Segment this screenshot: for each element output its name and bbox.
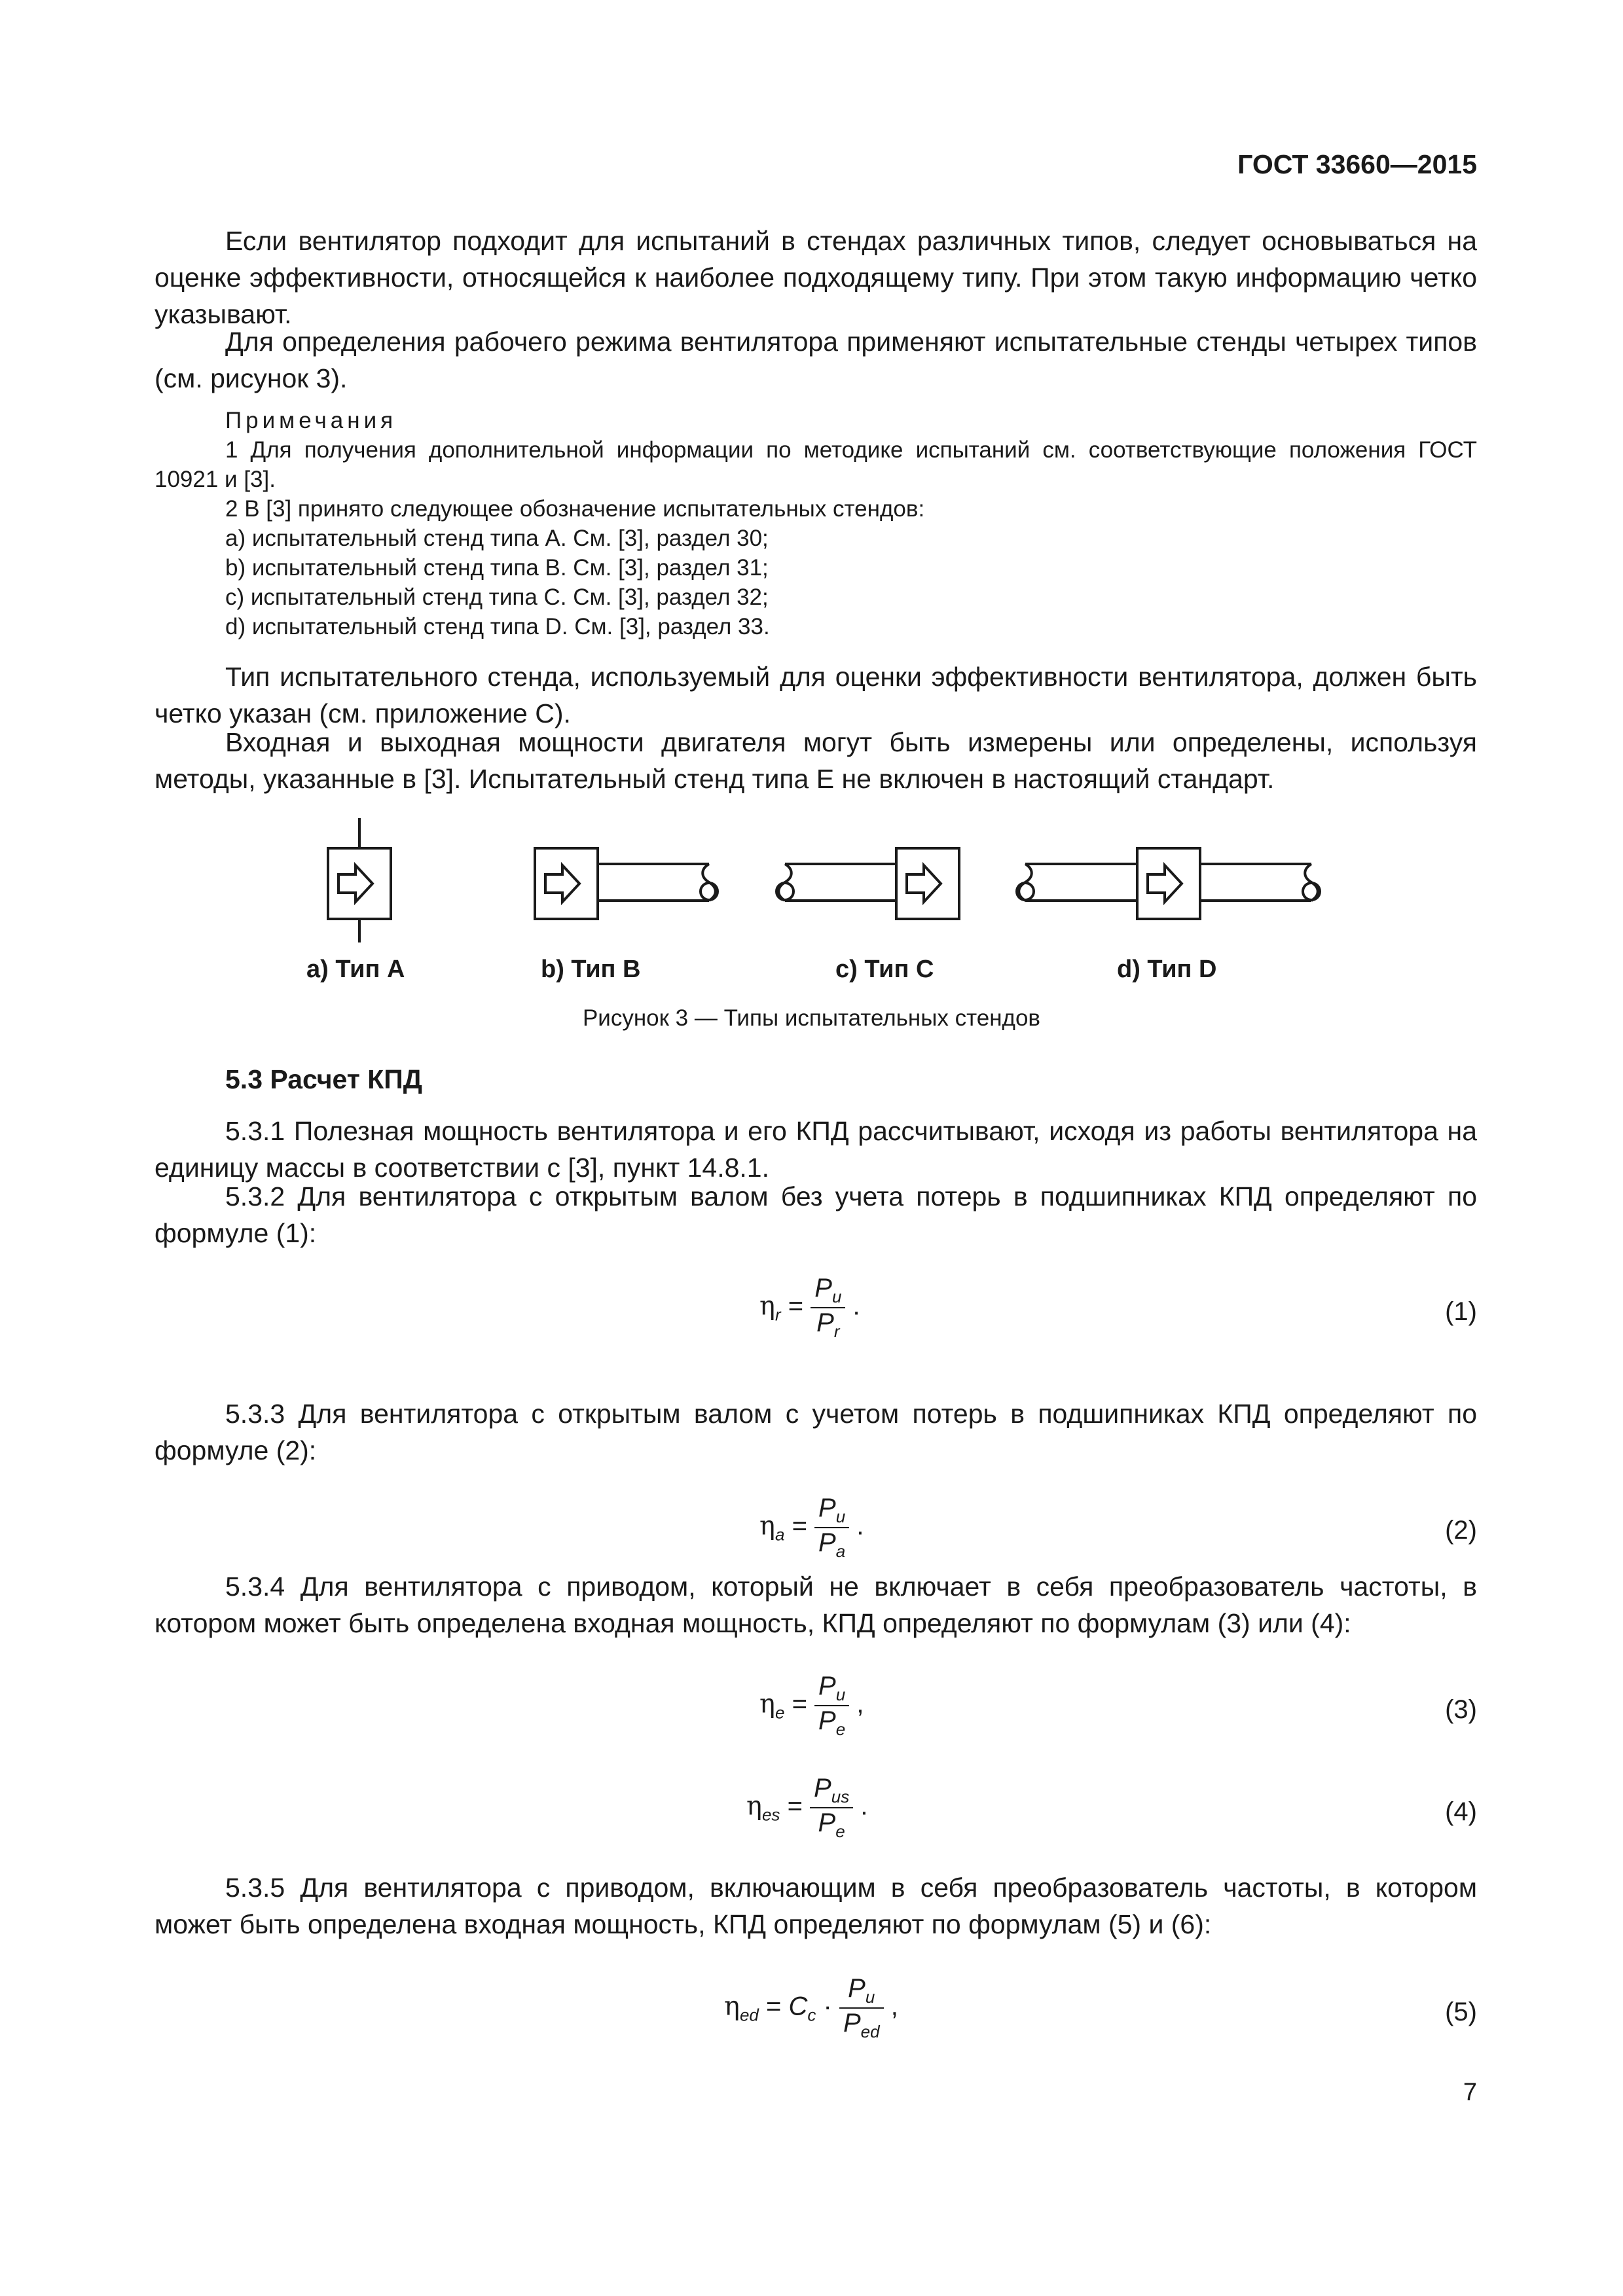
section-title: 5.3 Расчет КПД bbox=[225, 1064, 422, 1094]
note-item: b) испытательный стенд типа В. См. [3], раздел 31; bbox=[225, 555, 769, 581]
equation-5: $\eta_{ed} = C_c$ · $\frac{P_u}{P_{ed}}$ , bbox=[724, 1974, 898, 2041]
equation-number-4: (4) bbox=[1445, 1797, 1477, 1826]
notes-block bbox=[155, 406, 1477, 641]
paragraph-4: Входная и выходная мощности двигателя могут быть измерены или определены, используя методы, указанные в [3]. Испытательный стенд типа Е не включен в настоящий стандарт. bbox=[155, 727, 1477, 794]
page-number: 7 bbox=[1463, 2079, 1477, 2106]
document-header: ГОСТ 33660—2015 bbox=[1237, 149, 1477, 179]
equation-1: $\eta_r$ = $\frac{P_u}{P_r}$ . bbox=[759, 1274, 860, 1341]
figure-label-d: d) Тип D bbox=[1117, 956, 1217, 983]
note-item: d) испытательный стенд типа D. См. [3], раздел 33. bbox=[225, 614, 770, 639]
equation-number-5: (5) bbox=[1445, 1998, 1477, 2026]
fraction: $\frac{P_u}{P_e}$ bbox=[814, 1672, 849, 1740]
section-5-3-4: 5.3.4 Для вентилятора с приводом, который не включает в себя преобразователь частоты, в котором может быть определена входная мощность, КПД определяют по формулам (3) или (4): bbox=[155, 1571, 1477, 1638]
section-5-3-2: 5.3.2 Для вентилятора с открытым валом без учета потерь в подшипниках КПД определяют по формуле (1): bbox=[155, 1181, 1477, 1248]
figure-label-a: a) Тип А bbox=[306, 956, 405, 983]
stand-type-b-diagram bbox=[535, 848, 718, 919]
paragraph-1: Если вентилятор подходит для испытаний в стендах различных типов, следует основываться на оценке эффективности, относящейся к наиболее подходящему типу. При этом такую информацию четко указывают. bbox=[155, 226, 1477, 329]
note-item: a) испытательный стенд типа А. См. [3], раздел 30; bbox=[225, 526, 769, 551]
equation-2: $\eta_a$ = $\frac{P_u}{P_a}$ . bbox=[759, 1494, 864, 1561]
figure-label-b: b) Тип В bbox=[541, 956, 641, 983]
notes-title: Примечания bbox=[225, 408, 397, 433]
note-1: 1 Для получения дополнительной информации по методике испытаний см. соответствующие положения ГОСТ 10921 и [3]. bbox=[155, 437, 1477, 492]
fraction: $\frac{P_{us}}{P_e}$ bbox=[810, 1774, 853, 1842]
figure-label-c: c) Тип С bbox=[835, 956, 934, 983]
fraction: $\frac{P_u}{P_a}$ bbox=[814, 1494, 849, 1562]
note-item: c) испытательный стенд типа С. См. [3], раздел 32; bbox=[225, 584, 769, 610]
fraction: $\frac{P_u}{P_r}$ bbox=[811, 1274, 845, 1342]
equation-4: $\eta_{es}$ = $\frac{P_{us}}{P_e}$ . bbox=[746, 1774, 868, 1841]
note-2: 2 В [3] принято следующее обозначение испытательных стендов: bbox=[225, 496, 925, 522]
equation-number-1: (1) bbox=[1445, 1297, 1477, 1326]
stand-type-c-diagram bbox=[776, 848, 959, 919]
equation-3: $\eta_e$ = $\frac{P_u}{P_e}$ , bbox=[759, 1672, 864, 1739]
figure-caption: Рисунок 3 — Типы испытательных стендов bbox=[582, 1005, 1041, 1031]
stand-type-d-diagram bbox=[1017, 848, 1320, 919]
section-5-3-3: 5.3.3 Для вентилятора с открытым валом с учетом потерь в подшипниках КПД определяют по формуле (2): bbox=[155, 1399, 1477, 1465]
equation-number-2: (2) bbox=[1445, 1516, 1477, 1545]
test-stand-figure bbox=[0, 812, 1623, 1008]
stand-type-a-diagram bbox=[328, 818, 391, 942]
fraction: $\frac{P_u}{P_{ed}}$ bbox=[839, 1974, 884, 2042]
paragraph-2: Для определения рабочего режима вентилятора применяют испытательные стенды четырех типов (см. рисунок 3). bbox=[155, 327, 1477, 393]
equation-number-3: (3) bbox=[1445, 1695, 1477, 1724]
section-5-3-5: 5.3.5 Для вентилятора с приводом, включающим в себя преобразователь частоты, в котором может быть определена входная мощность, КПД определяют по формулам (5) и (6): bbox=[155, 1873, 1477, 1939]
section-5-3-1: 5.3.1 Полезная мощность вентилятора и его КПД рассчитывают, исходя из работы вентилятора на единицу массы в соответствии с [3], пункт 14.8.1. bbox=[155, 1116, 1477, 1183]
paragraph-3: Тип испытательного стенда, используемый для оценки эффективности вентилятора, должен быть четко указан (см. приложение С). bbox=[155, 662, 1477, 728]
